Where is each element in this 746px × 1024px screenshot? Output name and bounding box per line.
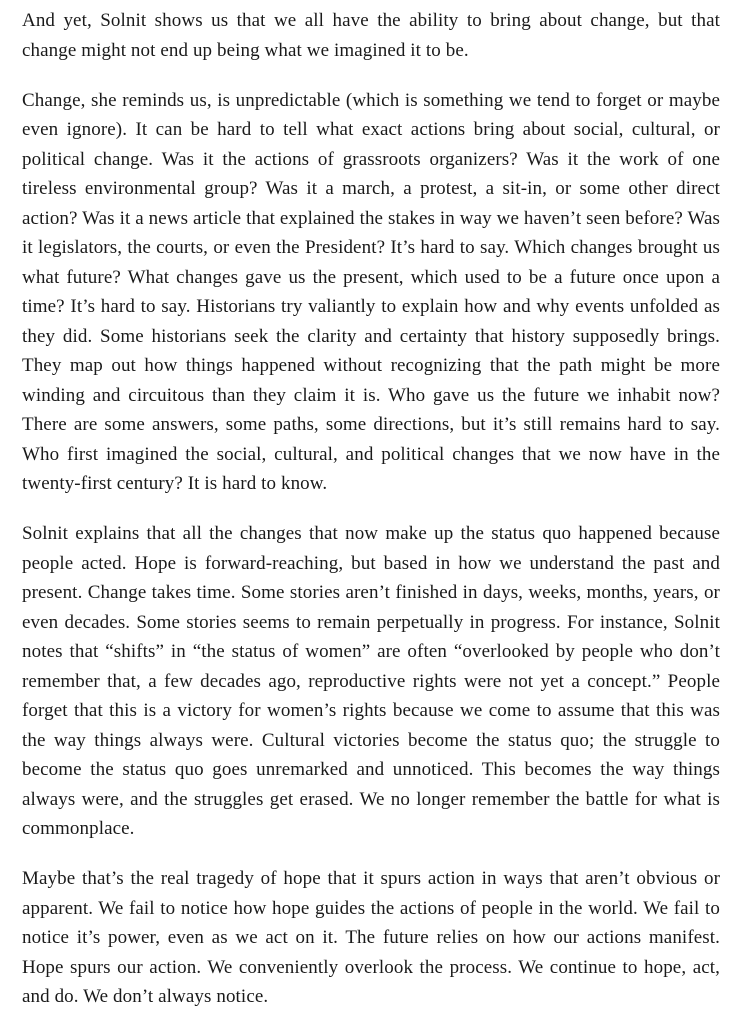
paragraph-tragedy-of-hope: Maybe that’s the real tragedy of hope that it spurs action in ways that aren’t obvious or apparent. We fail to notice how hope guides the actions of people in the world. We fail to notice it’s power, even as we act on it. The future relies on how our actions manifest. Hope spurs our action. We conveniently overlook the process. We continue to hope, act, and do. We don’t always notice.: [22, 868, 720, 1007]
paragraph-status-quo: Solnit explains that all the changes that now make up the status quo happened because people acted. Hope is forward-reaching, but based in how we understand the past and present. Change takes time. Some stories aren’t finished in days, weeks, months, years, or even decades. Some stories seems to remain perpetually in progress. For instance, Solnit notes that “shifts” in “the status of women” are often “overlooked by people who don’t remember that, a few decades ago, reproductive rights were not yet a concept.” People forget that this is a victory for women’s rights because we come to assume that this was the way things always were. Cultural victories become the status quo; the struggle to become the status quo goes unremarked and unnoticed. This becomes the way things always were, and the struggles get erased. We no longer remember the battle for what is commonplace.: [22, 523, 720, 839]
paragraph-change-unpredictable: Change, she reminds us, is unpredictable (which is something we tend to forget or maybe even ignore). It can be hard to tell what exact actions bring about social, cultural, or political change. Was it the actions of grassroots organizers? Was it the work of one tireless environmental group? Was it a march, a protest, a sit-in, or some other direct action? Was it a news article that explained the stakes in way we haven’t seen before? Was it legislators, the courts, or even the President? It’s hard to say. Which changes brought us what future? What changes gave us the present, which used to be a future once upon a time? It’s hard to say. Historians try valiantly to explain how and why events unfolded as they did. Some historians seek the clarity and certainty that history supposedly brings. They map out how things happened without recognizing that the path might be more winding and circuitous than they claim it is. Who gave us the future we inhabit now? There are some answers, some paths, some directions, but it’s still remains hard to say. Who first imagined the social, cultural, and political changes that we now have in the twenty-first century? It is hard to know.: [22, 89, 720, 494]
document-body: [22, 6, 720, 1012]
paragraph-intro: And yet, Solnit shows us that we all have the ability to bring about change, but that change might not end up being what we imagined it to be.: [22, 10, 720, 61]
